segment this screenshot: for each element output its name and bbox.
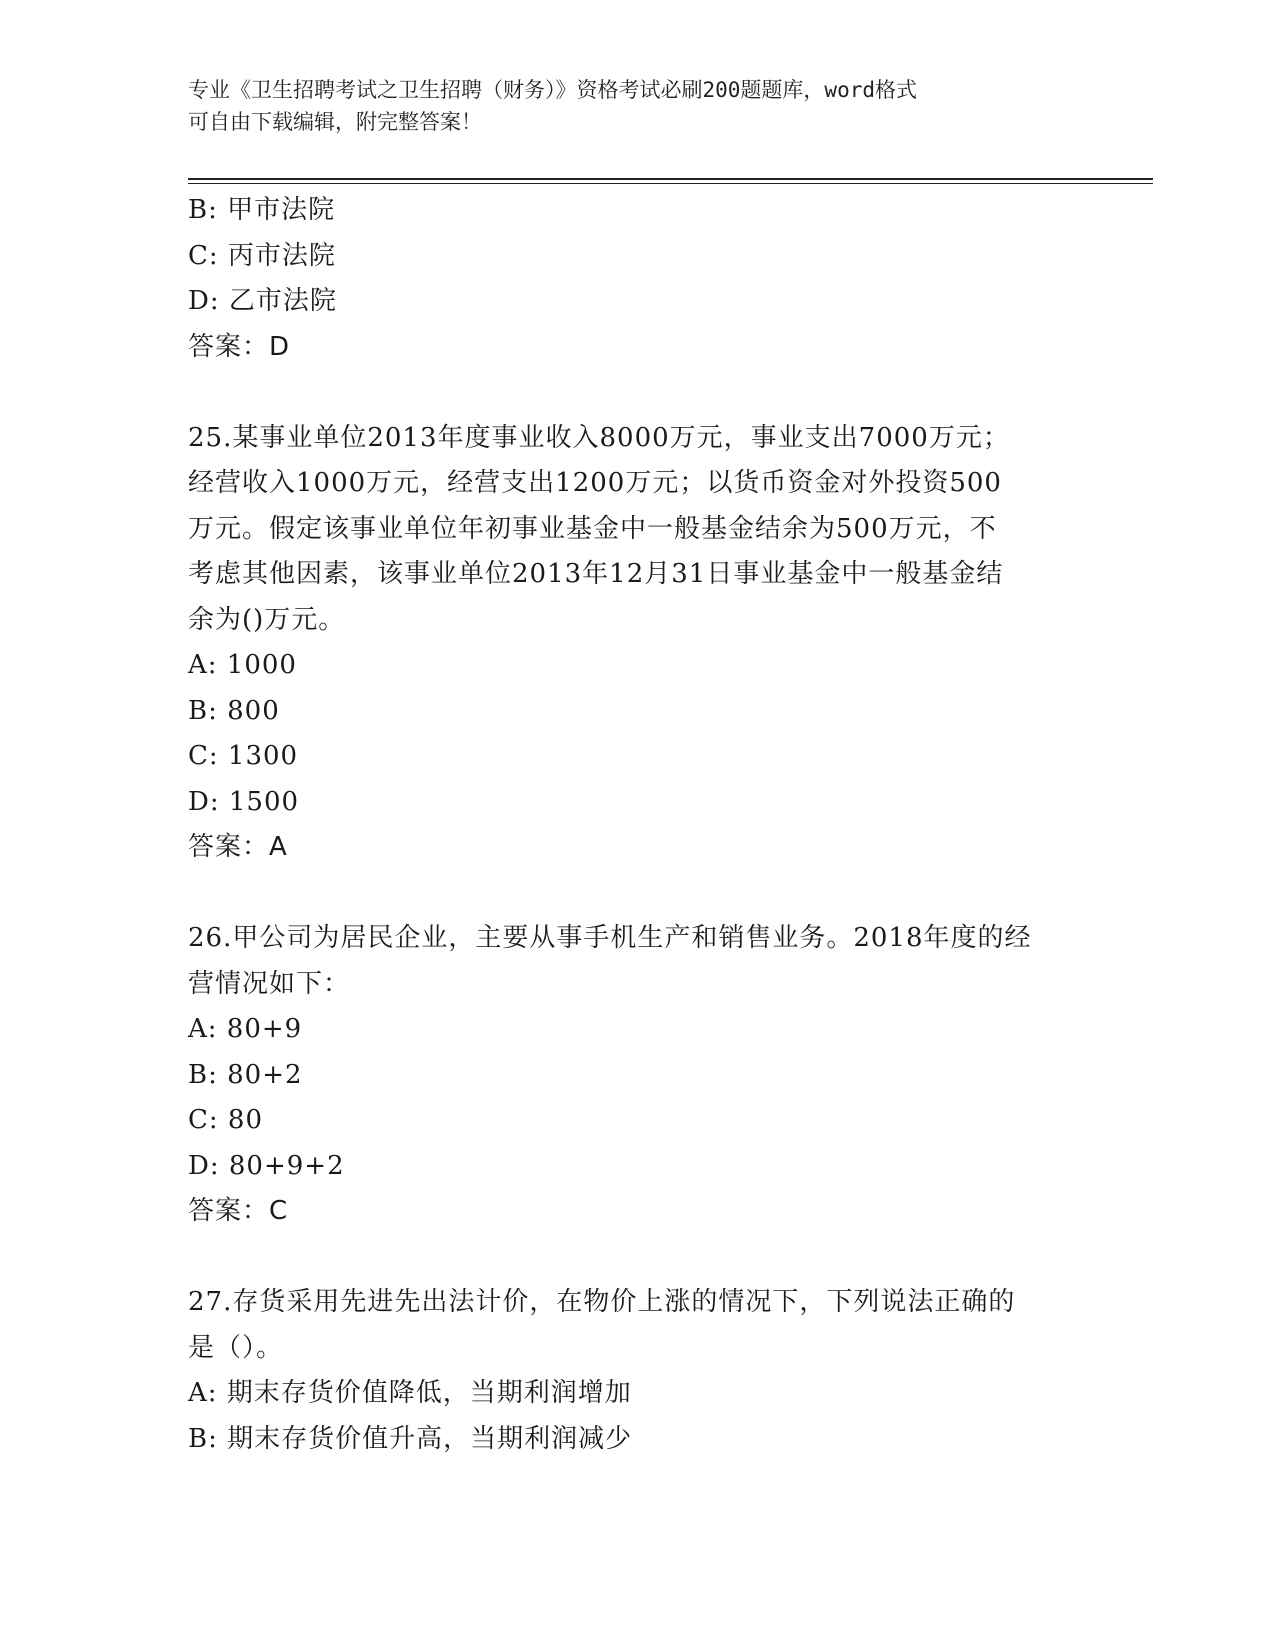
spacer bbox=[188, 871, 1088, 917]
option-b: B: 80+2 bbox=[188, 1059, 303, 1090]
option-a: A: 1000 bbox=[188, 650, 297, 680]
option-b: B: 期末存货价值升高，当期利润减少 bbox=[188, 1423, 633, 1454]
option-a: A: 80+9 bbox=[188, 1014, 303, 1044]
question-27 bbox=[188, 1280, 1088, 1462]
answer-line: 答案：C bbox=[188, 1196, 289, 1226]
option-d: D: 乙市法院 bbox=[188, 286, 337, 316]
option-b: B: 800 bbox=[188, 695, 280, 726]
question-stem-line: 万元。假定该事业单位年初事业基金中一般基金结余为500万元，不 bbox=[188, 513, 997, 544]
question-stem-line: 余为()万元。 bbox=[188, 604, 346, 635]
spacer bbox=[188, 1235, 1088, 1281]
header-rule-thin bbox=[188, 183, 1153, 184]
question-24 bbox=[188, 188, 1088, 370]
question-stem-line: 考虑其他因素，该事业单位2013年12月31日事业基金中一般基金结 bbox=[188, 559, 1004, 589]
question-26 bbox=[188, 916, 1088, 1235]
question-stem-line: 经营收入1000万元，经营支出1200万元；以货币资金对外投资500 bbox=[188, 468, 1002, 498]
answer-line: 答案：A bbox=[188, 832, 288, 862]
option-c: C: 丙市法院 bbox=[188, 240, 336, 271]
option-a: A: 期末存货价值降低，当期利润增加 bbox=[188, 1378, 632, 1408]
question-stem-line: 25.某事业单位2013年度事业收入8000万元，事业支出7000万元； bbox=[188, 422, 1010, 453]
question-25 bbox=[188, 416, 1088, 871]
document-body bbox=[188, 188, 1088, 1462]
option-b: B: 甲市法院 bbox=[188, 195, 336, 225]
question-stem-line: 26.甲公司为居民企业，主要从事手机生产和销售业务。2018年度的经 bbox=[188, 923, 1032, 953]
header-rule-thick bbox=[188, 178, 1153, 180]
document-header bbox=[188, 74, 1088, 138]
header-line-1: 专业《卫生招聘考试之卫生招聘（财务）》资格考试必刷200题题库，word格式 bbox=[188, 78, 917, 102]
option-c: C: 1300 bbox=[188, 741, 299, 771]
header-line-2: 可自由下载编辑，附完整答案！ bbox=[188, 110, 482, 134]
answer-line: 答案：D bbox=[188, 331, 291, 362]
option-c: C: 80 bbox=[188, 1105, 264, 1135]
spacer bbox=[188, 370, 1088, 416]
option-d: D: 80+9+2 bbox=[188, 1150, 345, 1181]
question-stem-line: 27.存货采用先进先出法计价，在物价上涨的情况下，下列说法正确的 bbox=[188, 1287, 1016, 1317]
question-stem-line: 是（）。 bbox=[188, 1332, 284, 1363]
question-stem-line: 营情况如下： bbox=[188, 968, 351, 999]
option-d: D: 1500 bbox=[188, 786, 300, 817]
